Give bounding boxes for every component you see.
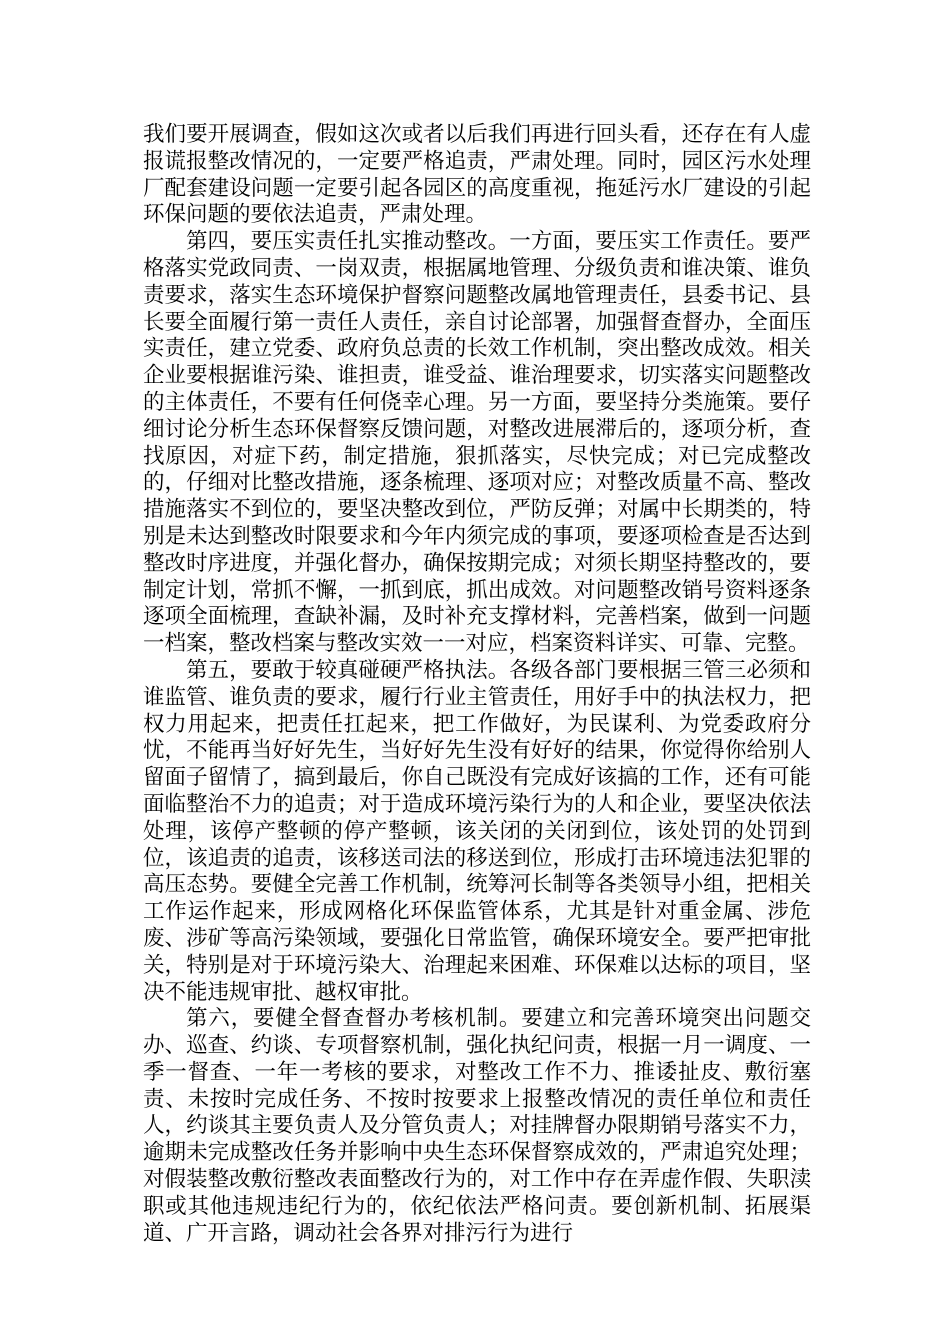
paragraph-point-6: 第六，要健全督查督办考核机制。要建立和完善环境突出问题交办、巡查、约谈、专项督察机制，强化执纪问责，根据一月一调度、一季一督查、一年一考核的要求，对整改工作不力、推诿扯皮、敷衍塞责、未按时完成任务、不按时按要求上报整改情况的责任单位和责任人，约谈其主要负责人及分管负责人；对挂牌督办限期销号落实不力，逾期未完成整改任务并影响中央生态环保督察成效的，严肃追究处理；对假装整改敷衍整改表面整改行为的，对工作中存在弄虚作假、失职渎职或其他违规违纪行为的，依纪依法严格问责。要创新机制、拓展渠道、广开言路，调动社会各界对排污行为进行	[143, 1006, 811, 1246]
paragraph-point-4: 第四，要压实责任扎实推动整改。一方面，要压实工作责任。要严格落实党政同责、一岗双责，根据属地管理、分级负责和谁决策、谁负责要求，落实生态环境保护督察问题整改属地管理责任，县委书记、县长要全面履行第一责任人责任，亲自讨论部署，加强督查督办，全面压实责任，建立党委、政府负总责的长效工作机制，突出整改成效。相关企业要根据谁污染、谁担责，谁受益、谁治理要求，切实落实问题整改的主体责任，不要有任何侥幸心理。另一方面，要坚持分类施策。要仔细讨论分析生态环保督察反馈问题，对整改进展滞后的，逐项分析，查找原因，对症下药，制定措施，狠抓落实，尽快完成；对已完成整改的，仔细对比整改措施，逐条梳理、逐项对应；对整改质量不高、整改措施落实不到位的，要坚决整改到位，严防反弹；对属中长期类的，特别是未达到整改时限要求和今年内须完成的事项，要逐项检查是否达到整改时序进度，并强化督办，确保按期完成；对须长期坚持整改的，要制定计划，常抓不懈，一抓到底，抓出成效。对问题整改销号资料逐条逐项全面梳理，查缺补漏，及时补充支撑材料，完善档案，做到一问题一档案，整改档案与整改实效一一对应，档案资料详实、可靠、完整。	[143, 229, 811, 657]
paragraph-point-5: 第五，要敢于较真碰硬严格执法。各级各部门要根据三管三必须和谁监管、谁负责的要求，履行行业主管责任，用好手中的执法权力，把权力用起来，把责任扛起来，把工作做好，为民谋利、为党委政府分忧，不能再当好好先生，当好好先生没有好好的结果，你觉得你给别人留面子留情了，搞到最后，你自己既没有完成好该搞的工作，还有可能面临整治不力的追责；对于造成环境污染行为的人和企业，要坚决依法处理，该停产整顿的停产整顿，该关闭的关闭到位，该处罚的处罚到位，该追责的追责，该移送司法的移送到位，形成打击环境违法犯罪的高压态势。要健全完善工作机制，统筹河长制等各类领导小组，把相关工作运作起来，形成网格化环保监管体系，尤其是针对重金属、涉危废、涉矿等高污染领域，要强化日常监管，确保环境安全。要严把审批关，特别是对于环境污染大、治理起来困难、环保难以达标的项目，坚决不能违规审批、越权审批。	[143, 657, 811, 1005]
paragraph-continuation: 我们要开展调查，假如这次或者以后我们再进行回头看，还存在有人虚报谎报整改情况的，一定要严格追责，严肃处理。同时，园区污水处理厂配套建设问题一定要引起各园区的高度重视，拖延污水厂建设的引起环保问题的要依法追责，严肃处理。	[143, 122, 811, 228]
document-body	[143, 122, 811, 1247]
